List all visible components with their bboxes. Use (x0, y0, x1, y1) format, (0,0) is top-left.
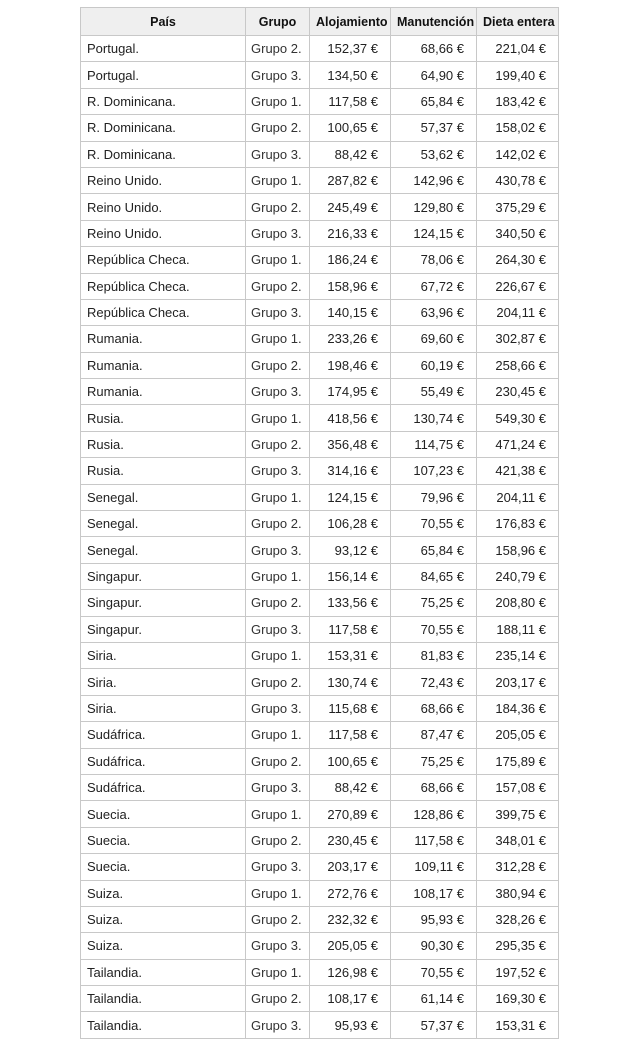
cell-manutencion: 53,62 € (391, 141, 477, 167)
cell-grupo: Grupo 2. (246, 115, 310, 141)
cell-dieta-entera: 340,50 € (477, 220, 559, 246)
cell-pais: Suecia. (81, 854, 246, 880)
cell-manutencion: 129,80 € (391, 194, 477, 220)
cell-manutencion: 75,25 € (391, 590, 477, 616)
table-row (81, 379, 559, 405)
table-row (81, 801, 559, 827)
cell-dieta-entera: 169,30 € (477, 986, 559, 1012)
cell-alojamiento: 272,76 € (310, 880, 391, 906)
table-row (81, 1012, 559, 1038)
cell-alojamiento: 126,98 € (310, 959, 391, 985)
cell-grupo: Grupo 1. (246, 88, 310, 114)
cell-alojamiento: 153,31 € (310, 642, 391, 668)
cell-dieta-entera: 421,38 € (477, 458, 559, 484)
cell-alojamiento: 130,74 € (310, 669, 391, 695)
cell-alojamiento: 198,46 € (310, 352, 391, 378)
cell-pais: Reino Unido. (81, 194, 246, 220)
cell-manutencion: 124,15 € (391, 220, 477, 246)
cell-dieta-entera: 312,28 € (477, 854, 559, 880)
table-header (81, 8, 559, 36)
cell-pais: Singapur. (81, 616, 246, 642)
cell-alojamiento: 314,16 € (310, 458, 391, 484)
cell-manutencion: 90,30 € (391, 933, 477, 959)
cell-dieta-entera: 221,04 € (477, 36, 559, 62)
cell-dieta-entera: 204,11 € (477, 299, 559, 325)
cell-alojamiento: 156,14 € (310, 563, 391, 589)
cell-dieta-entera: 158,02 € (477, 115, 559, 141)
cell-pais: Suecia. (81, 827, 246, 853)
header-grupo: Grupo (246, 8, 310, 36)
table-row (81, 299, 559, 325)
table-row (81, 167, 559, 193)
cell-alojamiento: 115,68 € (310, 695, 391, 721)
table-row (81, 563, 559, 589)
table-row (81, 959, 559, 985)
cell-dieta-entera: 375,29 € (477, 194, 559, 220)
cell-grupo: Grupo 2. (246, 273, 310, 299)
table-row (81, 511, 559, 537)
cell-pais: Sudáfrica. (81, 774, 246, 800)
cell-dieta-entera: 235,14 € (477, 642, 559, 668)
table-row (81, 141, 559, 167)
cell-grupo: Grupo 3. (246, 695, 310, 721)
table-row (81, 854, 559, 880)
cell-dieta-entera: 197,52 € (477, 959, 559, 985)
table-body (81, 36, 559, 1039)
table-row (81, 986, 559, 1012)
cell-manutencion: 60,19 € (391, 352, 477, 378)
cell-manutencion: 72,43 € (391, 669, 477, 695)
cell-grupo: Grupo 2. (246, 511, 310, 537)
cell-manutencion: 108,17 € (391, 880, 477, 906)
cell-manutencion: 87,47 € (391, 722, 477, 748)
header-manutencion: Manutención (391, 8, 477, 36)
cell-dieta-entera: 399,75 € (477, 801, 559, 827)
cell-pais: Siria. (81, 642, 246, 668)
cell-manutencion: 65,84 € (391, 88, 477, 114)
cell-alojamiento: 174,95 € (310, 379, 391, 405)
cell-pais: Rumania. (81, 352, 246, 378)
cell-grupo: Grupo 1. (246, 167, 310, 193)
cell-alojamiento: 88,42 € (310, 774, 391, 800)
table-row (81, 669, 559, 695)
table-row (81, 748, 559, 774)
table-row (81, 36, 559, 62)
cell-dieta-entera: 264,30 € (477, 247, 559, 273)
table-row (81, 88, 559, 114)
cell-grupo: Grupo 3. (246, 537, 310, 563)
cell-dieta-entera: 175,89 € (477, 748, 559, 774)
cell-dieta-entera: 302,87 € (477, 326, 559, 352)
cell-pais: Rumania. (81, 326, 246, 352)
cell-pais: Sudáfrica. (81, 722, 246, 748)
cell-alojamiento: 205,05 € (310, 933, 391, 959)
cell-alojamiento: 186,24 € (310, 247, 391, 273)
cell-manutencion: 61,14 € (391, 986, 477, 1012)
cell-grupo: Grupo 2. (246, 906, 310, 932)
table-row (81, 827, 559, 853)
cell-manutencion: 67,72 € (391, 273, 477, 299)
cell-pais: Portugal. (81, 36, 246, 62)
cell-pais: R. Dominicana. (81, 141, 246, 167)
cell-alojamiento: 158,96 € (310, 273, 391, 299)
cell-manutencion: 130,74 € (391, 405, 477, 431)
cell-alojamiento: 117,58 € (310, 722, 391, 748)
cell-dieta-entera: 328,26 € (477, 906, 559, 932)
cell-manutencion: 78,06 € (391, 247, 477, 273)
cell-alojamiento: 152,37 € (310, 36, 391, 62)
cell-manutencion: 79,96 € (391, 484, 477, 510)
cell-pais: Portugal. (81, 62, 246, 88)
table-row (81, 722, 559, 748)
cell-pais: Senegal. (81, 484, 246, 510)
table-row (81, 880, 559, 906)
cell-manutencion: 117,58 € (391, 827, 477, 853)
cell-alojamiento: 245,49 € (310, 194, 391, 220)
table-row (81, 616, 559, 642)
cell-alojamiento: 140,15 € (310, 299, 391, 325)
cell-grupo: Grupo 1. (246, 326, 310, 352)
cell-pais: Senegal. (81, 511, 246, 537)
cell-manutencion: 57,37 € (391, 115, 477, 141)
cell-pais: Reino Unido. (81, 167, 246, 193)
cell-manutencion: 84,65 € (391, 563, 477, 589)
cell-grupo: Grupo 1. (246, 642, 310, 668)
cell-grupo: Grupo 3. (246, 616, 310, 642)
cell-alojamiento: 93,12 € (310, 537, 391, 563)
table-row (81, 642, 559, 668)
cell-pais: Sudáfrica. (81, 748, 246, 774)
cell-alojamiento: 117,58 € (310, 616, 391, 642)
cell-grupo: Grupo 3. (246, 774, 310, 800)
cell-pais: Suiza. (81, 880, 246, 906)
cell-manutencion: 57,37 € (391, 1012, 477, 1038)
header-row (81, 8, 559, 36)
cell-grupo: Grupo 1. (246, 405, 310, 431)
cell-grupo: Grupo 2. (246, 827, 310, 853)
cell-alojamiento: 95,93 € (310, 1012, 391, 1038)
cell-dieta-entera: 380,94 € (477, 880, 559, 906)
cell-grupo: Grupo 2. (246, 590, 310, 616)
table-row (81, 194, 559, 220)
cell-dieta-entera: 240,79 € (477, 563, 559, 589)
cell-pais: Singapur. (81, 590, 246, 616)
cell-manutencion: 95,93 € (391, 906, 477, 932)
cell-pais: Siria. (81, 695, 246, 721)
cell-pais: Tailandia. (81, 986, 246, 1012)
cell-grupo: Grupo 1. (246, 484, 310, 510)
cell-dieta-entera: 204,11 € (477, 484, 559, 510)
cell-pais: Rusia. (81, 431, 246, 457)
cell-grupo: Grupo 3. (246, 220, 310, 246)
cell-alojamiento: 100,65 € (310, 748, 391, 774)
cell-dieta-entera: 184,36 € (477, 695, 559, 721)
cell-pais: República Checa. (81, 299, 246, 325)
cell-manutencion: 81,83 € (391, 642, 477, 668)
cell-manutencion: 68,66 € (391, 695, 477, 721)
cell-pais: República Checa. (81, 273, 246, 299)
cell-grupo: Grupo 3. (246, 1012, 310, 1038)
cell-dieta-entera: 295,35 € (477, 933, 559, 959)
cell-alojamiento: 356,48 € (310, 431, 391, 457)
table-row (81, 431, 559, 457)
cell-grupo: Grupo 2. (246, 748, 310, 774)
cell-grupo: Grupo 2. (246, 431, 310, 457)
cell-grupo: Grupo 2. (246, 352, 310, 378)
cell-manutencion: 68,66 € (391, 36, 477, 62)
cell-grupo: Grupo 2. (246, 36, 310, 62)
cell-pais: Suiza. (81, 906, 246, 932)
cell-grupo: Grupo 3. (246, 62, 310, 88)
cell-dieta-entera: 183,42 € (477, 88, 559, 114)
cell-manutencion: 65,84 € (391, 537, 477, 563)
cell-manutencion: 107,23 € (391, 458, 477, 484)
cell-manutencion: 64,90 € (391, 62, 477, 88)
cell-grupo: Grupo 3. (246, 933, 310, 959)
cell-dieta-entera: 258,66 € (477, 352, 559, 378)
table-row (81, 247, 559, 273)
cell-pais: Rumania. (81, 379, 246, 405)
table-row (81, 405, 559, 431)
cell-dieta-entera: 153,31 € (477, 1012, 559, 1038)
cell-pais: Rusia. (81, 405, 246, 431)
table-row (81, 590, 559, 616)
cell-pais: Siria. (81, 669, 246, 695)
cell-dieta-entera: 176,83 € (477, 511, 559, 537)
cell-grupo: Grupo 1. (246, 801, 310, 827)
cell-alojamiento: 88,42 € (310, 141, 391, 167)
table-row (81, 326, 559, 352)
cell-manutencion: 142,96 € (391, 167, 477, 193)
table-row (81, 115, 559, 141)
table-row (81, 933, 559, 959)
cell-dieta-entera: 188,11 € (477, 616, 559, 642)
cell-alojamiento: 108,17 € (310, 986, 391, 1012)
cell-alojamiento: 117,58 € (310, 88, 391, 114)
cell-alojamiento: 203,17 € (310, 854, 391, 880)
cell-alojamiento: 418,56 € (310, 405, 391, 431)
cell-manutencion: 75,25 € (391, 748, 477, 774)
table-row (81, 906, 559, 932)
cell-dieta-entera: 199,40 € (477, 62, 559, 88)
cell-manutencion: 114,75 € (391, 431, 477, 457)
table-row (81, 458, 559, 484)
header-pais: País (81, 8, 246, 36)
cell-alojamiento: 270,89 € (310, 801, 391, 827)
header-dieta-entera: Dieta entera (477, 8, 559, 36)
cell-pais: Reino Unido. (81, 220, 246, 246)
cell-manutencion: 128,86 € (391, 801, 477, 827)
cell-dieta-entera: 205,05 € (477, 722, 559, 748)
cell-dieta-entera: 471,24 € (477, 431, 559, 457)
cell-manutencion: 63,96 € (391, 299, 477, 325)
cell-pais: Rusia. (81, 458, 246, 484)
cell-dieta-entera: 142,02 € (477, 141, 559, 167)
cell-dieta-entera: 348,01 € (477, 827, 559, 853)
cell-dieta-entera: 208,80 € (477, 590, 559, 616)
cell-grupo: Grupo 1. (246, 563, 310, 589)
cell-dieta-entera: 230,45 € (477, 379, 559, 405)
cell-grupo: Grupo 3. (246, 458, 310, 484)
cell-grupo: Grupo 1. (246, 722, 310, 748)
cell-grupo: Grupo 1. (246, 247, 310, 273)
allowance-table (80, 7, 559, 1039)
cell-dieta-entera: 430,78 € (477, 167, 559, 193)
table-row (81, 537, 559, 563)
cell-alojamiento: 232,32 € (310, 906, 391, 932)
cell-alojamiento: 106,28 € (310, 511, 391, 537)
cell-grupo: Grupo 3. (246, 854, 310, 880)
header-alojamiento: Alojamiento (310, 8, 391, 36)
cell-alojamiento: 287,82 € (310, 167, 391, 193)
cell-grupo: Grupo 3. (246, 299, 310, 325)
cell-dieta-entera: 549,30 € (477, 405, 559, 431)
table-row (81, 484, 559, 510)
cell-pais: Suiza. (81, 933, 246, 959)
cell-manutencion: 70,55 € (391, 959, 477, 985)
cell-dieta-entera: 203,17 € (477, 669, 559, 695)
cell-alojamiento: 100,65 € (310, 115, 391, 141)
table-row (81, 273, 559, 299)
cell-pais: Tailandia. (81, 1012, 246, 1038)
cell-grupo: Grupo 3. (246, 141, 310, 167)
cell-alojamiento: 216,33 € (310, 220, 391, 246)
cell-alojamiento: 124,15 € (310, 484, 391, 510)
cell-alojamiento: 134,50 € (310, 62, 391, 88)
table-row (81, 62, 559, 88)
cell-grupo: Grupo 1. (246, 880, 310, 906)
table-row (81, 352, 559, 378)
cell-grupo: Grupo 2. (246, 194, 310, 220)
cell-alojamiento: 230,45 € (310, 827, 391, 853)
cell-dieta-entera: 157,08 € (477, 774, 559, 800)
cell-alojamiento: 233,26 € (310, 326, 391, 352)
cell-pais: Tailandia. (81, 959, 246, 985)
cell-pais: Suecia. (81, 801, 246, 827)
cell-grupo: Grupo 3. (246, 379, 310, 405)
table-row (81, 774, 559, 800)
cell-grupo: Grupo 2. (246, 669, 310, 695)
cell-grupo: Grupo 2. (246, 986, 310, 1012)
table-row (81, 220, 559, 246)
cell-dieta-entera: 226,67 € (477, 273, 559, 299)
cell-pais: Singapur. (81, 563, 246, 589)
cell-manutencion: 55,49 € (391, 379, 477, 405)
table-row (81, 695, 559, 721)
cell-pais: R. Dominicana. (81, 88, 246, 114)
cell-dieta-entera: 158,96 € (477, 537, 559, 563)
cell-manutencion: 68,66 € (391, 774, 477, 800)
cell-manutencion: 109,11 € (391, 854, 477, 880)
cell-pais: República Checa. (81, 247, 246, 273)
cell-pais: Senegal. (81, 537, 246, 563)
cell-pais: R. Dominicana. (81, 115, 246, 141)
cell-manutencion: 70,55 € (391, 511, 477, 537)
cell-manutencion: 69,60 € (391, 326, 477, 352)
cell-manutencion: 70,55 € (391, 616, 477, 642)
cell-alojamiento: 133,56 € (310, 590, 391, 616)
cell-grupo: Grupo 1. (246, 959, 310, 985)
